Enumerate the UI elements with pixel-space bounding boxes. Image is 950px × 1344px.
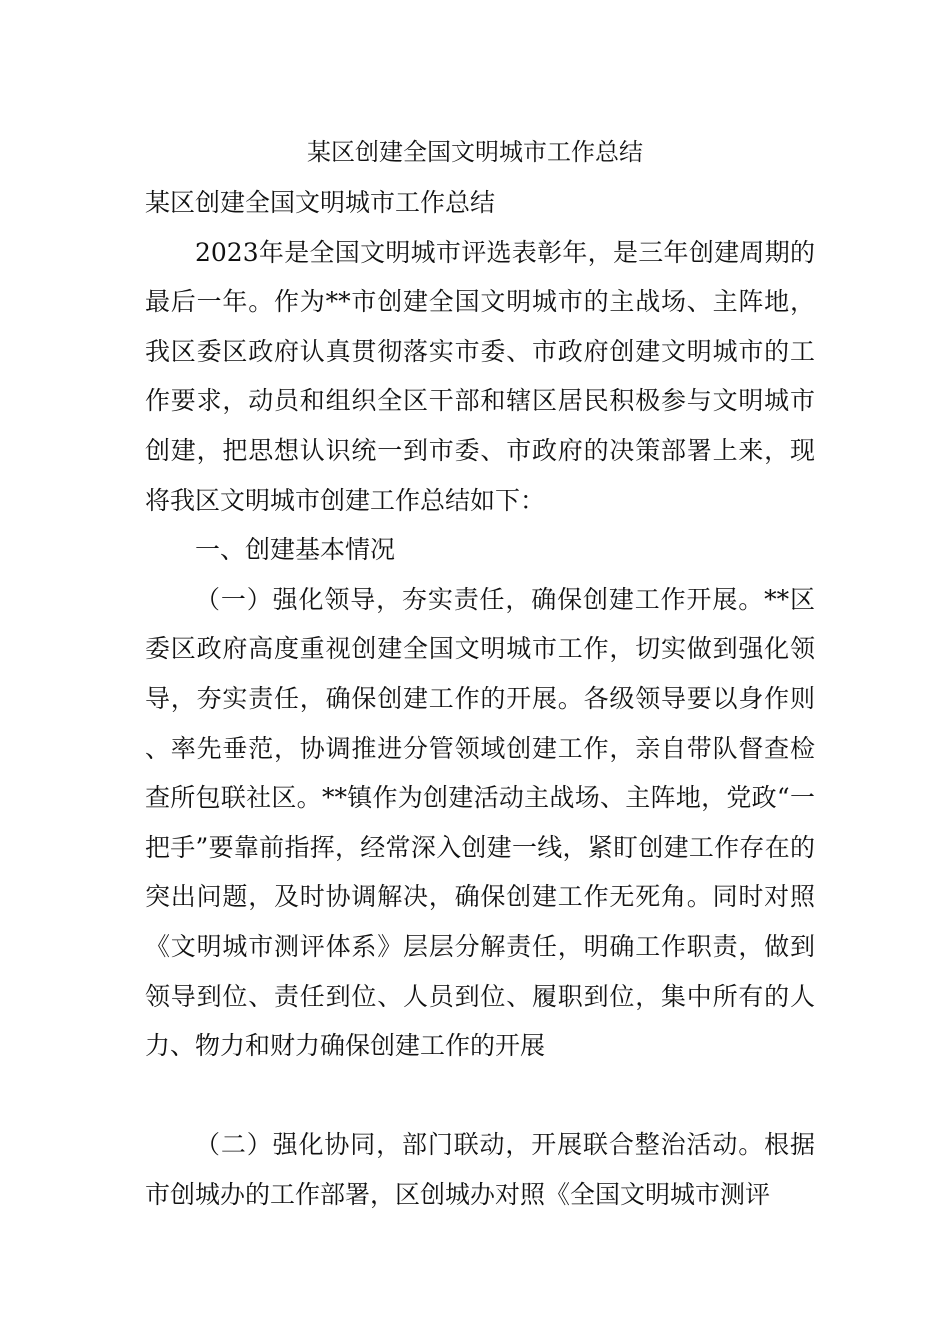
paragraph-intro: 2023年是全国文明城市评选表彰年，是三年创建周期的最后一年。作为**市创建全国文明城市的主战场、主阵地，我区委区政府认真贯彻落实市委、市政府创建文明城市的工作要求，动员和组织全区干部和辖区居民积极参与文明城市创建，把思想认识统一到市委、市政府的决策部署上来，现将我区文明城市创建工作总结如下： <box>145 237 815 515</box>
paragraph-section-2: （二）强化协同，部门联动，开展联合整治活动。根据市创城办的工作部署，区创城办对照《全国文明城市测评 <box>145 1130 815 1209</box>
section-heading: 一、创建基本情况 <box>195 535 396 565</box>
paragraph-section-1: （一）强化领导，夯实责任，确保创建工作开展。**区委区政府高度重视创建全国文明城市工作，切实做到强化领导，夯实责任，确保创建工作的开展。各级领导要以身作则、率先垂范，协调推进分管领域创建工作，亲自带队督查检查所包联社区。**镇作为创建活动主战场、主阵地，党政“一把手”要靠前指挥，经常深入创建一线，紧盯创建工作存在的突出问题，及时协调解决，确保创建工作无死角。同时对照《文明城市测评体系》层层分解责任，明确工作职责，做到领导到位、责任到位、人员到位、履职到位，集中所有的人力、物力和财力确保创建工作的开展 <box>145 584 815 1061</box>
document-body <box>145 178 815 1219</box>
blank-line <box>145 1071 815 1121</box>
document-title: 某区创建全国文明城市工作总结 <box>307 138 643 166</box>
document-subtitle: 某区创建全国文明城市工作总结 <box>145 188 496 217</box>
